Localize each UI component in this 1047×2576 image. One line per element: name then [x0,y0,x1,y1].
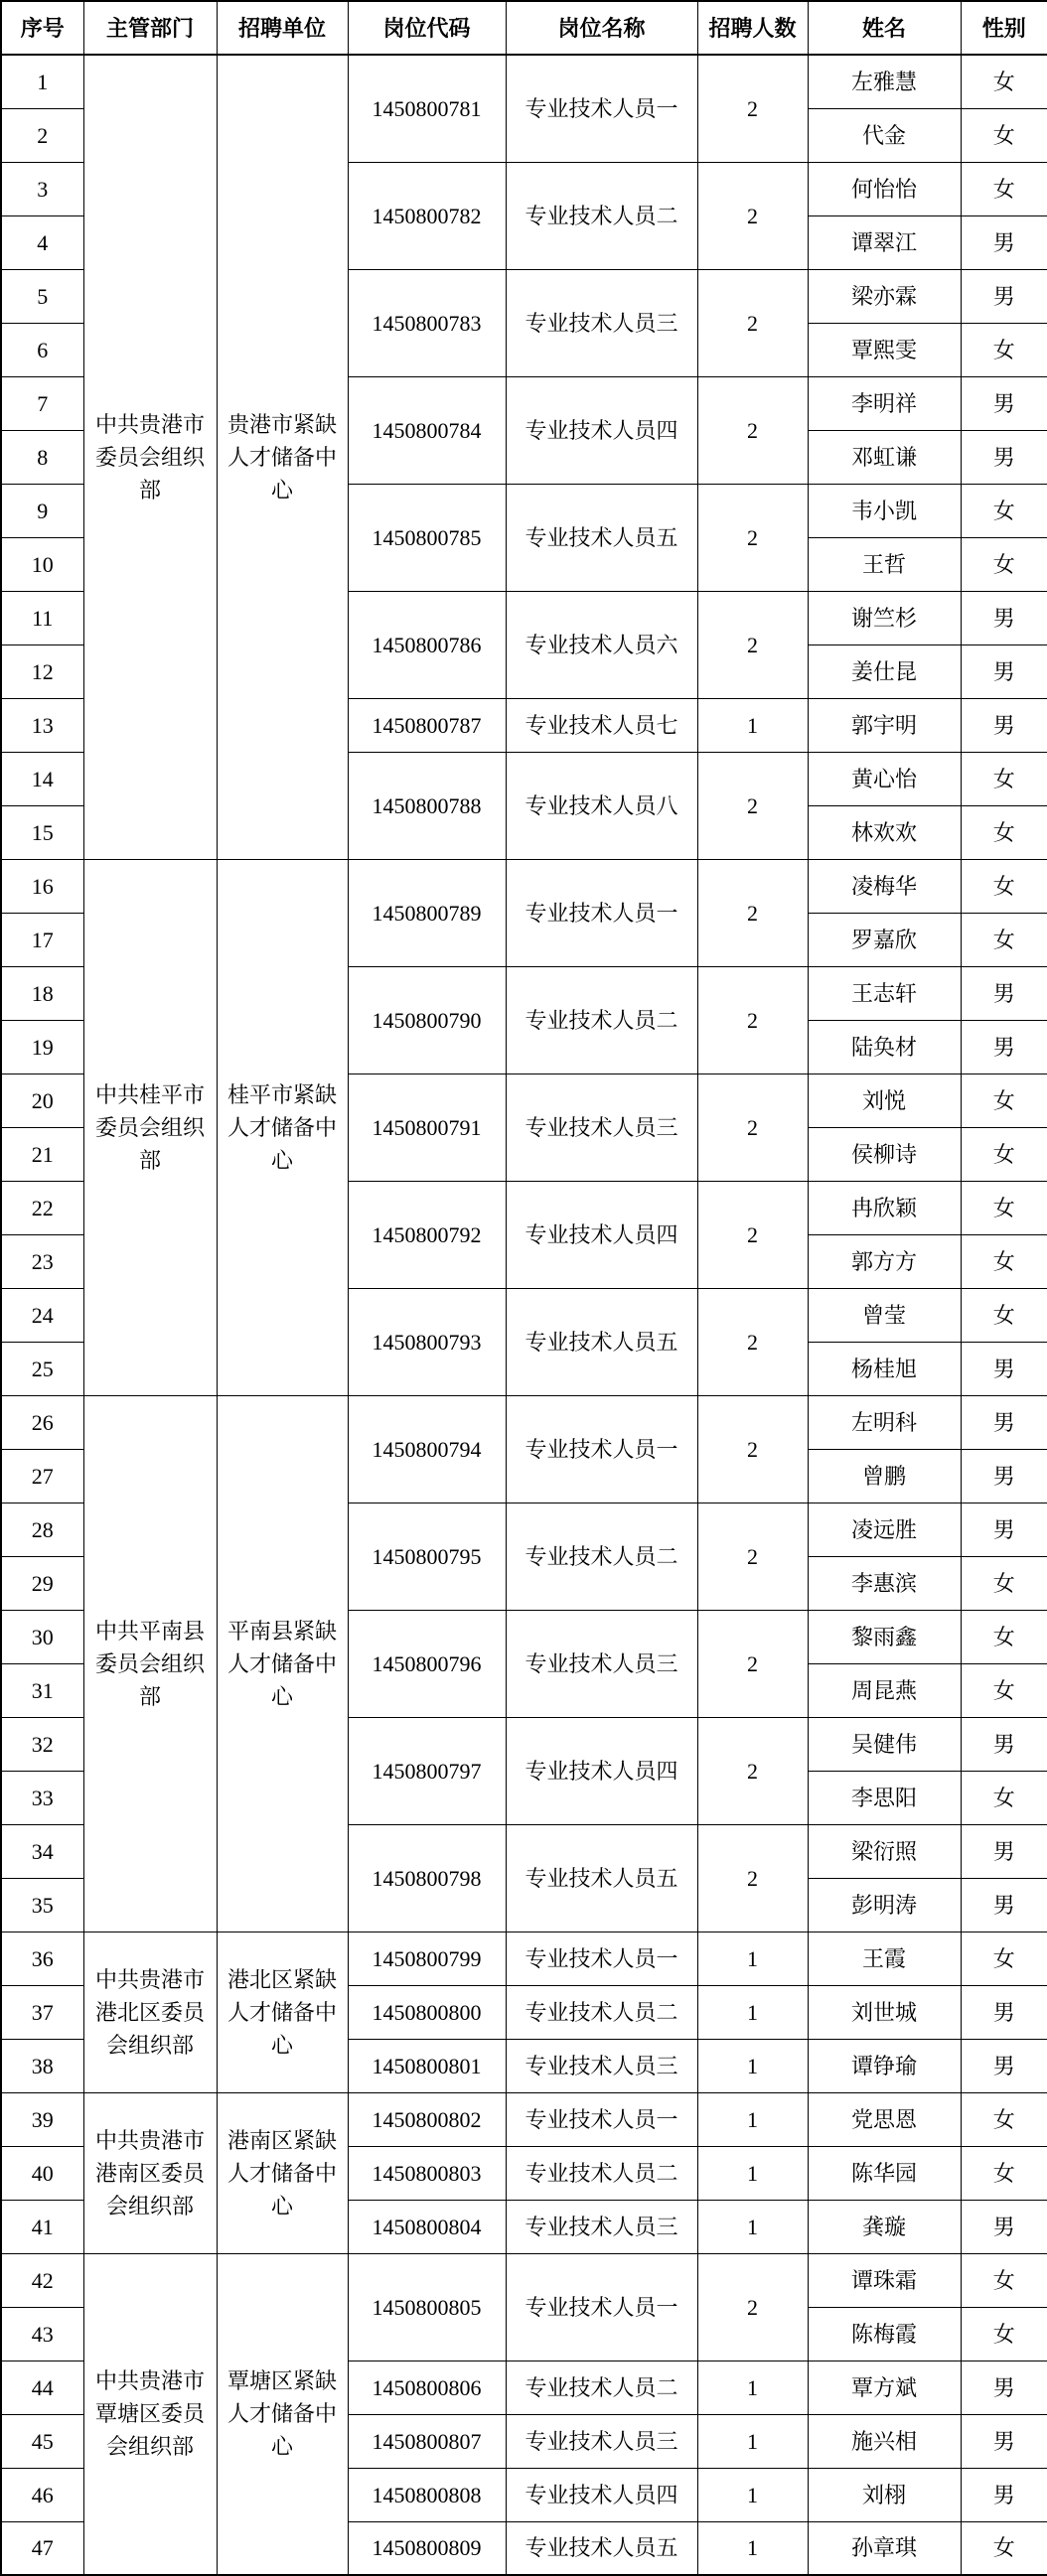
column-header-name: 姓名 [808,1,961,55]
gender-cell: 女 [961,55,1047,108]
department-cell: 中共贵港市委员会组织部 [83,55,217,859]
name-cell: 谢竺杉 [808,591,961,644]
recruit-count-cell: 2 [697,55,808,162]
position-code-cell: 1450800798 [348,1824,506,1932]
name-cell: 覃熙雯 [808,323,961,376]
serial-cell: 9 [1,484,83,537]
gender-cell: 女 [961,2307,1047,2361]
name-cell: 梁亦霖 [808,269,961,323]
gender-cell: 男 [961,1395,1047,1449]
recruit-count-cell: 2 [697,162,808,269]
unit-cell: 港南区紧缺人才储备中心 [217,2092,348,2253]
unit-cell: 桂平市紧缺人才储备中心 [217,859,348,1395]
name-cell: 侯柳诗 [808,1127,961,1181]
table-row [1,2092,1047,2146]
position-code-cell: 1450800795 [348,1503,506,1610]
recruit-count-cell: 2 [697,1073,808,1181]
name-cell: 陈华园 [808,2146,961,2200]
name-cell: 陆奂材 [808,1020,961,1073]
position-code-cell: 1450800799 [348,1932,506,1985]
gender-cell: 男 [961,2200,1047,2253]
gender-cell: 男 [961,1503,1047,1556]
name-cell: 曾莹 [808,1288,961,1342]
serial-cell: 12 [1,644,83,698]
position-code-cell: 1450800806 [348,2361,506,2414]
serial-cell: 15 [1,805,83,859]
position-title-cell: 专业技术人员八 [506,752,697,859]
table-row [1,1932,1047,1985]
recruit-count-cell: 1 [697,2361,808,2414]
name-cell: 王哲 [808,537,961,591]
gender-cell: 男 [961,376,1047,430]
name-cell: 韦小凯 [808,484,961,537]
name-cell: 谭翠江 [808,215,961,269]
name-cell: 左明科 [808,1395,961,1449]
position-title-cell: 专业技术人员五 [506,1824,697,1932]
serial-cell: 22 [1,1181,83,1234]
name-cell: 杨桂旭 [808,1342,961,1395]
gender-cell: 女 [961,1663,1047,1717]
name-cell: 黎雨鑫 [808,1610,961,1663]
name-cell: 李明祥 [808,376,961,430]
serial-cell: 21 [1,1127,83,1181]
gender-cell: 女 [961,752,1047,805]
position-code-cell: 1450800800 [348,1985,506,2039]
serial-cell: 35 [1,1878,83,1932]
recruit-count-cell: 1 [697,2039,808,2092]
position-title-cell: 专业技术人员一 [506,2253,697,2361]
name-cell: 刘世城 [808,1985,961,2039]
position-code-cell: 1450800803 [348,2146,506,2200]
serial-cell: 13 [1,698,83,752]
unit-cell: 港北区紧缺人才储备中心 [217,1932,348,2092]
name-cell: 王霞 [808,1932,961,1985]
department-cell: 中共贵港市覃塘区委员会组织部 [83,2253,217,2575]
name-cell: 覃方斌 [808,2361,961,2414]
recruit-count-cell: 2 [697,1610,808,1717]
serial-cell: 23 [1,1234,83,1288]
serial-cell: 14 [1,752,83,805]
recruit-count-cell: 2 [697,484,808,591]
serial-cell: 42 [1,2253,83,2307]
table-header-row [1,1,1047,55]
recruit-count-cell: 1 [697,2414,808,2468]
serial-cell: 25 [1,1342,83,1395]
name-cell: 姜仕昆 [808,644,961,698]
table-row [1,1395,1047,1449]
serial-cell: 31 [1,1663,83,1717]
position-title-cell: 专业技术人员一 [506,2092,697,2146]
position-code-cell: 1450800805 [348,2253,506,2361]
gender-cell: 女 [961,1771,1047,1824]
position-title-cell: 专业技术人员五 [506,2521,697,2575]
position-code-cell: 1450800792 [348,1181,506,1288]
position-code-cell: 1450800802 [348,2092,506,2146]
gender-cell: 男 [961,591,1047,644]
position-title-cell: 专业技术人员一 [506,1932,697,1985]
serial-cell: 5 [1,269,83,323]
gender-cell: 女 [961,1181,1047,1234]
serial-cell: 47 [1,2521,83,2575]
name-cell: 代金 [808,108,961,162]
table-row [1,859,1047,913]
serial-cell: 30 [1,1610,83,1663]
department-cell: 中共贵港市港北区委员会组织部 [83,1932,217,2092]
unit-cell: 平南县紧缺人才储备中心 [217,1395,348,1932]
position-code-cell: 1450800801 [348,2039,506,2092]
name-cell: 龚璇 [808,2200,961,2253]
position-code-cell: 1450800786 [348,591,506,698]
position-title-cell: 专业技术人员二 [506,1503,697,1610]
gender-cell: 女 [961,1556,1047,1610]
position-title-cell: 专业技术人员三 [506,2039,697,2092]
position-code-cell: 1450800791 [348,1073,506,1181]
column-header-department: 主管部门 [83,1,217,55]
gender-cell: 女 [961,484,1047,537]
position-code-cell: 1450800809 [348,2521,506,2575]
table-row [1,2253,1047,2307]
position-code-cell: 1450800796 [348,1610,506,1717]
gender-cell: 男 [961,2468,1047,2521]
position-code-cell: 1450800808 [348,2468,506,2521]
serial-cell: 44 [1,2361,83,2414]
serial-cell: 11 [1,591,83,644]
serial-cell: 10 [1,537,83,591]
gender-cell: 男 [961,1878,1047,1932]
gender-cell: 男 [961,1985,1047,2039]
position-code-cell: 1450800789 [348,859,506,966]
name-cell: 左雅慧 [808,55,961,108]
gender-cell: 男 [961,1020,1047,1073]
name-cell: 施兴相 [808,2414,961,2468]
position-title-cell: 专业技术人员二 [506,966,697,1073]
position-code-cell: 1450800793 [348,1288,506,1395]
serial-cell: 45 [1,2414,83,2468]
name-cell: 陈梅霞 [808,2307,961,2361]
column-header-recruit-count: 招聘人数 [697,1,808,55]
name-cell: 彭明涛 [808,1878,961,1932]
column-header-position-code: 岗位代码 [348,1,506,55]
position-code-cell: 1450800783 [348,269,506,376]
serial-cell: 17 [1,913,83,966]
serial-cell: 36 [1,1932,83,1985]
serial-cell: 16 [1,859,83,913]
position-title-cell: 专业技术人员七 [506,698,697,752]
recruit-count-cell: 1 [697,2468,808,2521]
serial-cell: 24 [1,1288,83,1342]
position-title-cell: 专业技术人员四 [506,1717,697,1824]
name-cell: 刘栩 [808,2468,961,2521]
name-cell: 王志轩 [808,966,961,1020]
position-title-cell: 专业技术人员五 [506,1288,697,1395]
recruit-count-cell: 2 [697,966,808,1073]
name-cell: 梁衍照 [808,1824,961,1878]
position-title-cell: 专业技术人员一 [506,1395,697,1503]
position-code-cell: 1450800784 [348,376,506,484]
position-title-cell: 专业技术人员一 [506,55,697,162]
name-cell: 曾鹏 [808,1449,961,1503]
gender-cell: 女 [961,2092,1047,2146]
position-title-cell: 专业技术人员三 [506,1073,697,1181]
gender-cell: 女 [961,1610,1047,1663]
serial-cell: 41 [1,2200,83,2253]
gender-cell: 男 [961,1717,1047,1771]
recruit-count-cell: 2 [697,269,808,376]
position-code-cell: 1450800788 [348,752,506,859]
serial-cell: 46 [1,2468,83,2521]
gender-cell: 男 [961,966,1047,1020]
gender-cell: 男 [961,698,1047,752]
recruit-count-cell: 1 [697,2092,808,2146]
name-cell: 吴健伟 [808,1717,961,1771]
gender-cell: 女 [961,2146,1047,2200]
position-code-cell: 1450800785 [348,484,506,591]
gender-cell: 男 [961,2039,1047,2092]
recruit-count-cell: 2 [697,1824,808,1932]
position-code-cell: 1450800790 [348,966,506,1073]
serial-cell: 27 [1,1449,83,1503]
position-title-cell: 专业技术人员四 [506,2468,697,2521]
position-code-cell: 1450800782 [348,162,506,269]
serial-cell: 26 [1,1395,83,1449]
name-cell: 郭宇明 [808,698,961,752]
serial-cell: 43 [1,2307,83,2361]
position-title-cell: 专业技术人员三 [506,269,697,376]
recruit-count-cell: 1 [697,698,808,752]
gender-cell: 女 [961,1234,1047,1288]
recruit-count-cell: 2 [697,752,808,859]
position-code-cell: 1450800781 [348,55,506,162]
position-title-cell: 专业技术人员二 [506,162,697,269]
unit-cell: 贵港市紧缺人才储备中心 [217,55,348,859]
name-cell: 李思阳 [808,1771,961,1824]
name-cell: 何怡怡 [808,162,961,215]
serial-cell: 34 [1,1824,83,1878]
serial-cell: 6 [1,323,83,376]
name-cell: 谭珠霜 [808,2253,961,2307]
name-cell: 罗嘉欣 [808,913,961,966]
position-title-cell: 专业技术人员一 [506,859,697,966]
position-code-cell: 1450800787 [348,698,506,752]
serial-cell: 39 [1,2092,83,2146]
serial-cell: 29 [1,1556,83,1610]
serial-cell: 18 [1,966,83,1020]
name-cell: 林欢欢 [808,805,961,859]
position-title-cell: 专业技术人员二 [506,2146,697,2200]
recruit-count-cell: 2 [697,1395,808,1503]
serial-cell: 28 [1,1503,83,1556]
gender-cell: 男 [961,430,1047,484]
unit-cell: 覃塘区紧缺人才储备中心 [217,2253,348,2575]
serial-cell: 20 [1,1073,83,1127]
gender-cell: 男 [961,215,1047,269]
recruit-count-cell: 2 [697,1503,808,1610]
recruit-count-cell: 1 [697,1985,808,2039]
position-code-cell: 1450800807 [348,2414,506,2468]
gender-cell: 女 [961,323,1047,376]
name-cell: 李惠滨 [808,1556,961,1610]
serial-cell: 33 [1,1771,83,1824]
gender-cell: 女 [961,2253,1047,2307]
serial-cell: 32 [1,1717,83,1771]
department-cell: 中共贵港市港南区委员会组织部 [83,2092,217,2253]
position-code-cell: 1450800804 [348,2200,506,2253]
serial-cell: 37 [1,1985,83,2039]
gender-cell: 男 [961,1824,1047,1878]
gender-cell: 女 [961,162,1047,215]
name-cell: 凌远胜 [808,1503,961,1556]
gender-cell: 女 [961,913,1047,966]
position-title-cell: 专业技术人员三 [506,2414,697,2468]
name-cell: 黄心怡 [808,752,961,805]
gender-cell: 女 [961,805,1047,859]
gender-cell: 女 [961,1932,1047,1985]
gender-cell: 女 [961,537,1047,591]
column-header-serial: 序号 [1,1,83,55]
recruit-count-cell: 1 [697,2521,808,2575]
name-cell: 凌梅华 [808,859,961,913]
position-title-cell: 专业技术人员二 [506,2361,697,2414]
gender-cell: 女 [961,2521,1047,2575]
name-cell: 冉欣颖 [808,1181,961,1234]
position-code-cell: 1450800797 [348,1717,506,1824]
serial-cell: 2 [1,108,83,162]
column-header-position-title: 岗位名称 [506,1,697,55]
serial-cell: 1 [1,55,83,108]
gender-cell: 男 [961,644,1047,698]
position-title-cell: 专业技术人员三 [506,1610,697,1717]
serial-cell: 38 [1,2039,83,2092]
recruit-count-cell: 2 [697,2253,808,2361]
serial-cell: 19 [1,1020,83,1073]
position-title-cell: 专业技术人员四 [506,1181,697,1288]
department-cell: 中共桂平市委员会组织部 [83,859,217,1395]
gender-cell: 男 [961,2414,1047,2468]
name-cell: 刘悦 [808,1073,961,1127]
name-cell: 党思恩 [808,2092,961,2146]
serial-cell: 4 [1,215,83,269]
position-code-cell: 1450800794 [348,1395,506,1503]
name-cell: 邓虹谦 [808,430,961,484]
gender-cell: 男 [961,1449,1047,1503]
position-title-cell: 专业技术人员五 [506,484,697,591]
column-header-gender: 性别 [961,1,1047,55]
gender-cell: 女 [961,1073,1047,1127]
gender-cell: 女 [961,1288,1047,1342]
gender-cell: 女 [961,859,1047,913]
position-title-cell: 专业技术人员二 [506,1985,697,2039]
department-cell: 中共平南县委员会组织部 [83,1395,217,1932]
serial-cell: 7 [1,376,83,430]
recruit-count-cell: 1 [697,2200,808,2253]
serial-cell: 3 [1,162,83,215]
gender-cell: 女 [961,1127,1047,1181]
gender-cell: 男 [961,269,1047,323]
serial-cell: 40 [1,2146,83,2200]
name-cell: 孙章琪 [808,2521,961,2575]
table-row [1,55,1047,108]
serial-cell: 8 [1,430,83,484]
position-title-cell: 专业技术人员四 [506,376,697,484]
recruit-count-cell: 2 [697,1717,808,1824]
recruit-count-cell: 1 [697,2146,808,2200]
column-header-unit: 招聘单位 [217,1,348,55]
recruit-count-cell: 2 [697,591,808,698]
recruit-count-cell: 1 [697,1932,808,1985]
recruit-count-cell: 2 [697,1288,808,1395]
name-cell: 周昆燕 [808,1663,961,1717]
recruit-count-cell: 2 [697,859,808,966]
recruit-count-cell: 2 [697,376,808,484]
name-cell: 郭方方 [808,1234,961,1288]
name-cell: 谭铮瑜 [808,2039,961,2092]
gender-cell: 男 [961,2361,1047,2414]
gender-cell: 男 [961,1342,1047,1395]
position-title-cell: 专业技术人员六 [506,591,697,698]
position-title-cell: 专业技术人员三 [506,2200,697,2253]
gender-cell: 女 [961,108,1047,162]
recruit-count-cell: 2 [697,1181,808,1288]
